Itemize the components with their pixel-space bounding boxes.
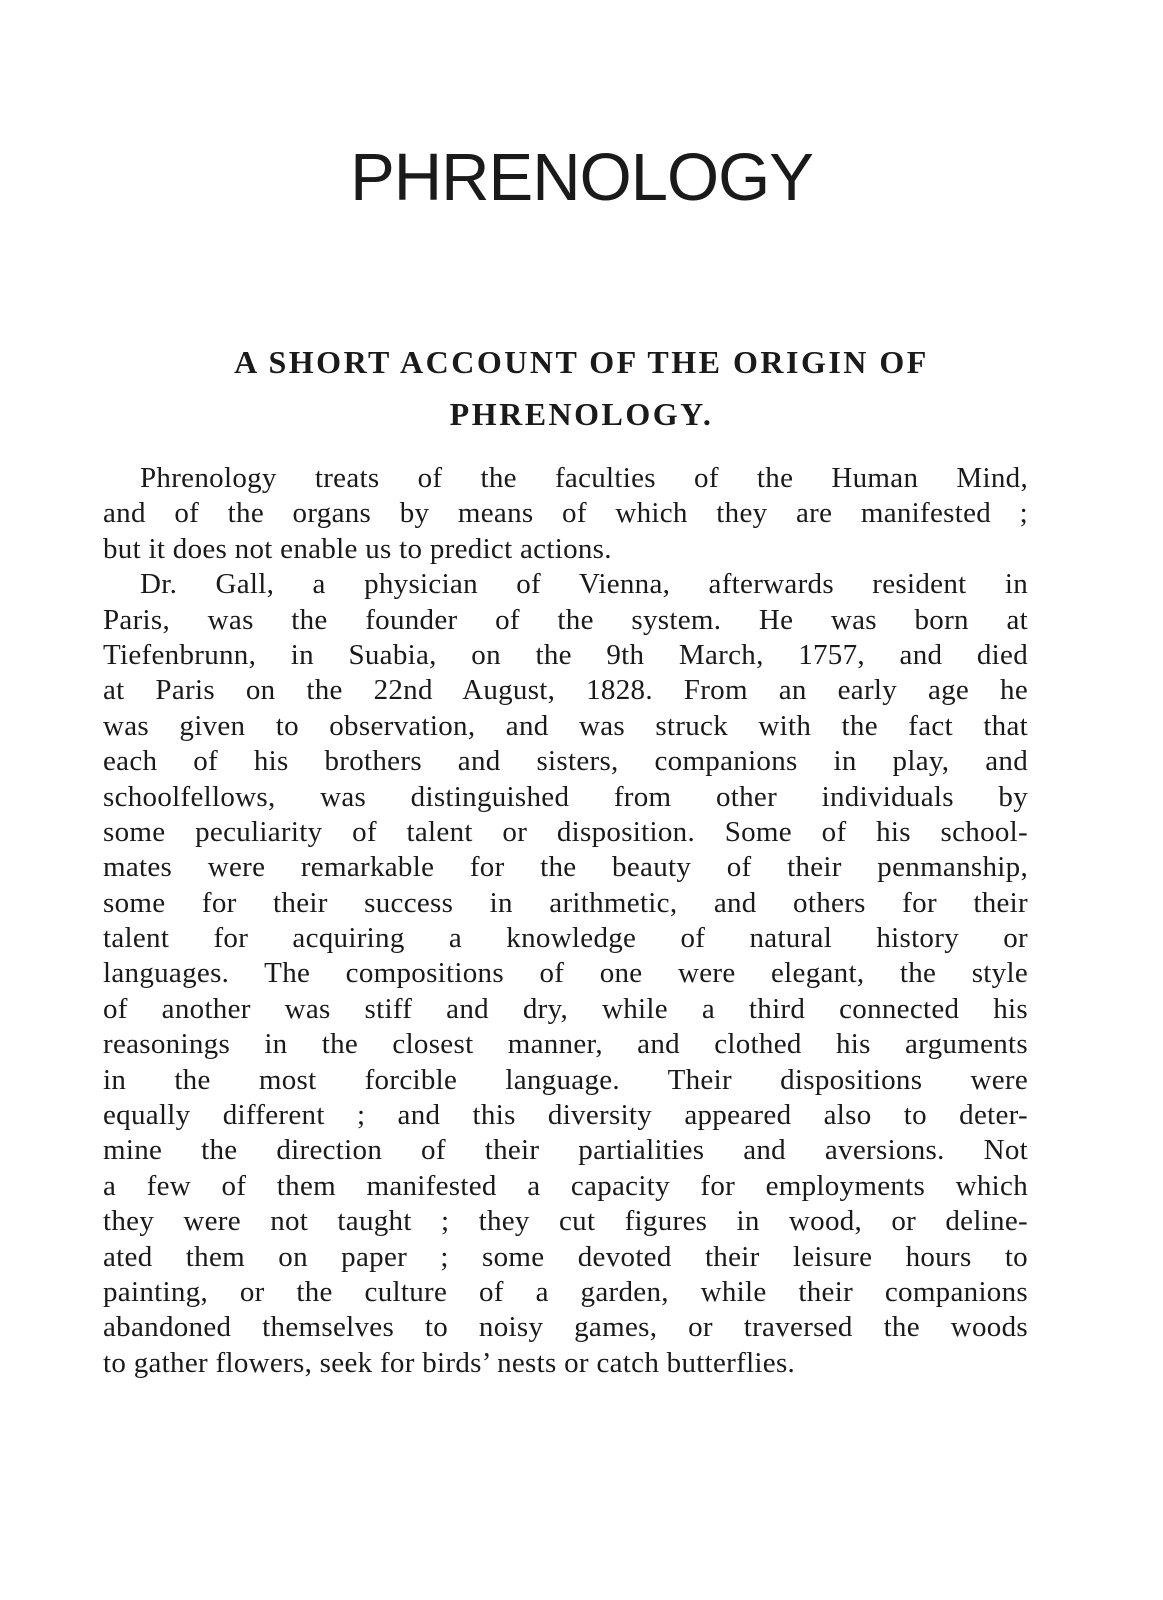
text-line: a few of them manifested a capacity for employments which [103,1169,1028,1202]
text-line: mine the direction of their partialities and aversions. Not [103,1134,1028,1167]
text-line: to gather flowers, seek for birds’ nests or catch butterflies. [103,1346,796,1379]
section-heading-line: A SHORT ACCOUNT OF THE ORIGIN OF [234,344,929,380]
text-line: some peculiarity of talent or disposition. Some of his school- [103,815,1028,848]
paragraph [103,567,1028,1381]
text-line: at Paris on the 22nd August, 1828. From an early age he [103,674,1028,707]
text-line: Phrenology treats of the faculties of the Human Mind, [140,462,1028,494]
section-heading-line: PHRENOLOGY. [449,396,714,432]
text-line: ated them on paper ; some devoted their leisure hours to [103,1240,1028,1273]
text-line: they were not taught ; they cut figures in wood, or deline- [103,1205,1028,1238]
text-line: each of his brothers and sisters, companions in play, and [103,745,1028,778]
page-title: PHRENOLOGY [350,140,813,215]
text-line: painting, or the culture of a garden, while their companions [103,1275,1028,1308]
text-line: Tiefenbrunn, in Suabia, on the 9th March, 1757, and died [103,638,1028,671]
text-line: schoolfellows, was distinguished from other individuals by [103,780,1028,813]
text-line: in the most forcible language. Their dispositions were [103,1063,1028,1096]
text-line: Dr. Gall, a physician of Vienna, afterwards resident in [140,568,1028,601]
text-line: reasonings in the closest manner, and clothed his arguments [103,1028,1028,1061]
text-line: and of the organs by means of which they are manifested ; [103,497,1028,530]
text-line: Paris, was the founder of the system. He was born at [103,603,1028,636]
text-line: talent for acquiring a knowledge of natural history or [103,922,1028,955]
body-text [103,461,1028,1381]
text-line: but it does not enable us to predict actions. [103,532,612,565]
text-line: some for their success in arithmetic, and others for their [103,886,1028,919]
text-line: equally different ; and this diversity appeared also to deter- [103,1099,1028,1132]
text-line: languages. The compositions of one were elegant, the style [103,957,1028,990]
text-line: abandoned themselves to noisy games, or traversed the woods [103,1311,1028,1344]
paragraph [103,461,1028,567]
text-line: mates were remarkable for the beauty of their penmanship, [103,851,1028,884]
text-line: was given to observation, and was struck with the fact that [103,709,1028,742]
section-heading [100,336,1063,440]
text-line: of another was stiff and dry, while a third connected his [103,992,1028,1025]
